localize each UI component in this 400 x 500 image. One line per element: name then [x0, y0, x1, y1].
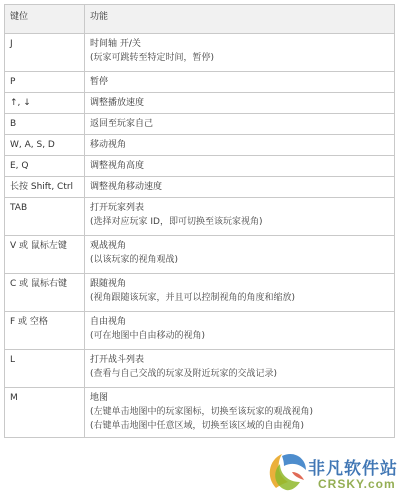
- function-cell: [85, 156, 395, 177]
- table-row: [5, 388, 395, 438]
- function-note: (左键单击地图中的玩家图标，切换至该玩家的观战视角): [90, 407, 314, 417]
- key-cell: M: [5, 388, 85, 438]
- function-title: 调整视角移动速度: [90, 182, 163, 192]
- key-cell: F 或 空格: [5, 312, 85, 350]
- function-cell: [85, 198, 395, 236]
- table-row: [5, 34, 395, 72]
- function-note: (视角跟随该玩家，并且可以控制视角的角度和缩放): [90, 293, 296, 303]
- function-title: 时间轴 开/关: [90, 39, 141, 49]
- table-header-row: [5, 5, 395, 34]
- function-title: 暂停: [90, 77, 109, 87]
- function-title: 打开玩家列表: [90, 203, 145, 213]
- function-cell: [85, 274, 395, 312]
- watermark-text-cn: 非凡软件站: [308, 459, 398, 479]
- key-cell: V 或 鼠标左键: [5, 236, 85, 274]
- key-cell: B: [5, 114, 85, 135]
- table-body: [5, 34, 395, 438]
- key-cell: P: [5, 72, 85, 93]
- key-cell: 长按 Shift, Ctrl: [5, 177, 85, 198]
- crsky-swirl-logo-icon: [262, 446, 310, 496]
- function-cell: [85, 34, 395, 72]
- function-note: (玩家可跳转至特定时间，暂停): [90, 53, 215, 63]
- function-cell: [85, 72, 395, 93]
- key-cell: J: [5, 34, 85, 72]
- table-row: [5, 135, 395, 156]
- function-cell: [85, 93, 395, 114]
- function-note: (右键单击地图中任意区域，切换至该区域的自由视角): [90, 421, 305, 431]
- function-title: 调整播放速度: [90, 98, 145, 108]
- table-row: [5, 114, 395, 135]
- function-title: 移动视角: [90, 140, 127, 150]
- function-title: 观战视角: [90, 241, 127, 251]
- function-note: (以该玩家的视角观战): [90, 255, 179, 265]
- key-cell: TAB: [5, 198, 85, 236]
- table-row: [5, 312, 395, 350]
- table-row: [5, 156, 395, 177]
- function-note: (可在地图中自由移动的视角): [90, 331, 206, 341]
- watermark-text-en: CRSKY.com: [318, 477, 396, 491]
- function-title: 返回至玩家自己: [90, 119, 154, 129]
- key-cell: E, Q: [5, 156, 85, 177]
- table-row: [5, 72, 395, 93]
- function-title: 自由视角: [90, 317, 127, 327]
- function-cell: [85, 177, 395, 198]
- function-cell: [85, 236, 395, 274]
- site-watermark: [262, 446, 398, 496]
- function-cell: [85, 312, 395, 350]
- key-cell: C 或 鼠标右键: [5, 274, 85, 312]
- table-row: [5, 274, 395, 312]
- function-cell: [85, 388, 395, 438]
- function-title: 调整视角高度: [90, 161, 145, 171]
- header-key: 键位: [5, 5, 85, 34]
- table-row: [5, 198, 395, 236]
- table-row: [5, 350, 395, 388]
- function-title: 跟随视角: [90, 279, 127, 289]
- function-title: 打开战斗列表: [90, 355, 145, 365]
- key-cell: L: [5, 350, 85, 388]
- function-note: (查看与自己交战的玩家及附近玩家的交战记录): [90, 369, 278, 379]
- key-cell: W, A, S, D: [5, 135, 85, 156]
- table-row: [5, 177, 395, 198]
- key-cell: ↑, ↓: [5, 93, 85, 114]
- function-note: (选择对应玩家 ID，即可切换至该玩家视角): [90, 217, 263, 227]
- table-row: [5, 236, 395, 274]
- function-title: 地图: [90, 393, 109, 403]
- function-cell: [85, 135, 395, 156]
- key-function-table: [4, 4, 395, 438]
- header-function: 功能: [85, 5, 395, 34]
- table-row: [5, 93, 395, 114]
- function-cell: [85, 350, 395, 388]
- function-cell: [85, 114, 395, 135]
